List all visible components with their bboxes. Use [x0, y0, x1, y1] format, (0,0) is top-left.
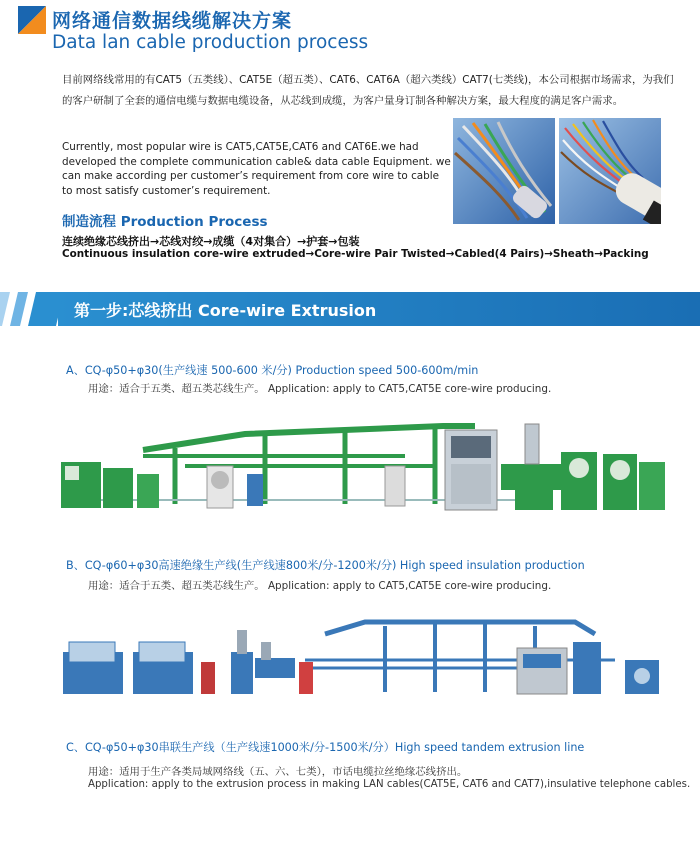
step-one-title: 第一步:芯线挤出 Core-wire Extrusion [74, 301, 377, 320]
section-c-application-cn: 用途：适用于生产各类局域网络线（五、六、七类），市话电缆拉丝绝缘芯线挤出。 [88, 766, 468, 778]
multipair-cable-photo [559, 118, 661, 224]
production-line-b-image [55, 612, 667, 702]
section-c-application-en: Application: apply to the extrusion process in making LAN cables(CAT5E, CAT6 and CAT7),insulative telephone cables. [88, 779, 691, 790]
page-title-cn: 网络通信数据线缆解决方案 [52, 10, 293, 32]
production-line-a-image [55, 404, 667, 522]
section-c-title: C、CQ-φ50+φ30串联生产线（生产线速1000米/分-1500米/分）High speed tandem extrusion line [66, 741, 585, 754]
page-title-en: Data lan cable production process [52, 32, 369, 53]
section-a-application: 用途：适合于五类、超五类芯线生产。 Application: apply to CAT5,CAT5E core-wire producing. [88, 383, 552, 395]
production-process-title: 制造流程 Production Process [62, 214, 268, 230]
section-a-title: A、CQ-φ50+φ30(生产线速 500-600 米/分) Production speed 500-600m/min [66, 364, 479, 377]
intro-paragraph-cn: 目前网络线常用的有CAT5（五类线）、CAT5E（超五类）、CAT6、CAT6A（超六类线）CAT7(七类线)，本公司根据市场需求，为我们的客户研制了全套的通信电缆与数据电缆设备，从芯线到成缆，为客户量身订制各种解决方案，最大程度的满足客户需求。 [62, 74, 674, 107]
section-b-title: B、CQ-φ60+φ30高速绝缘生产线(生产线速800米/分-1200米/分) High speed insulation production [66, 559, 585, 572]
production-process-steps-en: Continuous insulation core-wire extruded→Core-wire Pair Twisted→Cabled(4 Pairs)→Sheath→Packing [62, 248, 649, 260]
cat-cable-photo [453, 118, 555, 224]
company-logo-icon [18, 6, 46, 34]
intro-paragraph-en: Currently, most popular wire is CAT5,CAT5E,CAT6 and CAT6E.we had developed the complete communication cable& data cable Equipment. we can make according per customer’s requirement from core wire to cable to most satisfy customer’s requirement. [62, 141, 451, 197]
production-process-steps-cn: 连续绝缘芯线挤出→芯线对绞→成缆（4对集合）→护套→包装 [62, 235, 360, 248]
section-b-application: 用途：适合于五类、超五类芯线生产。 Application: apply to CAT5,CAT5E core-wire producing. [88, 580, 552, 592]
